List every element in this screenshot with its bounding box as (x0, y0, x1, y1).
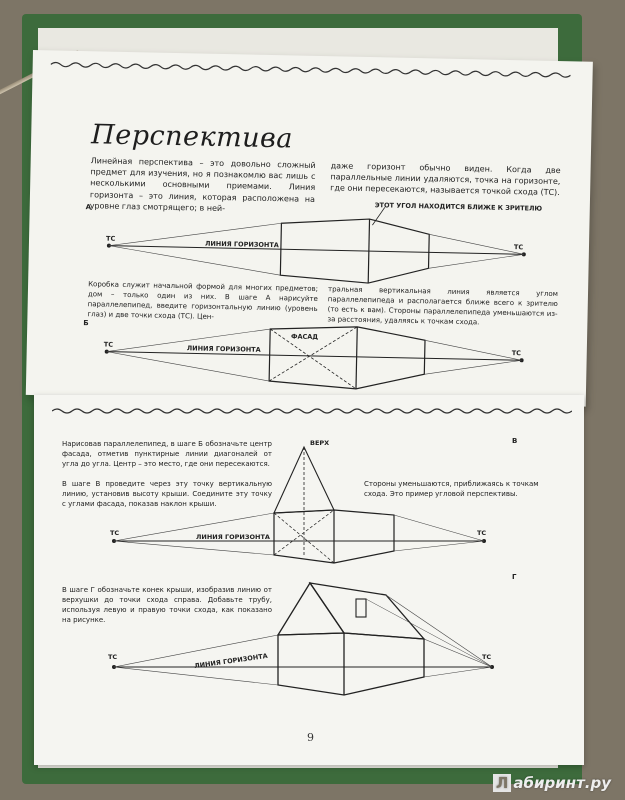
step-a-label: А (85, 203, 92, 212)
intro-right: даже горизонт обычно виден. Когда две параллельные линии удаляются, точка на горизонте, где они пересекаются, называется точкой схода (ТС). (330, 161, 561, 198)
bottom-para-1: Нарисовав параллелепипед, в шаге Б обозначьте центр фасада, отметив пунктирные линии диагоналей от угла до угла. Центр – это место, где они пересекаются. (62, 440, 272, 468)
step-g-label: Г (512, 573, 517, 581)
bottom-page (34, 395, 584, 765)
mid-right-text: тральная вертикальная линия является углом параллелепипеда и располагается ближе всего к зрителю (то есть к вам). Стороны параллелепипеда уменьшаются из-за расстояния, удаляясь к точкам схода. (327, 285, 559, 327)
horizon-label-v: ЛИНИЯ ГОРИЗОНТА (196, 533, 270, 541)
vp-left-g: ТС (108, 653, 118, 661)
bottom-para-3: Стороны уменьшаются, приближаясь к точкам схода. Это пример угловой перспективы. (364, 480, 539, 498)
page-number: 9 (307, 731, 314, 744)
intro-left: Линейная перспектива – это довольно сложный предмет для изучения, но я познакомлю вас лишь с несколькими основными приемами. Линия горизонта – это линия, которая расположена на уровне глаз смотрящего; в ней- (89, 156, 316, 213)
vp-left-v: ТС (110, 529, 120, 537)
step-b-label: Б (83, 319, 89, 328)
vp-right-v: ТС (477, 529, 487, 537)
vp-right-g: ТС (482, 653, 492, 661)
horizon-label-b: ЛИНИЯ ГОРИЗОНТА (186, 344, 261, 354)
watermark-logo: Л (493, 774, 511, 792)
bottom-para-2: В шаге В проведите через эту точку вертикальную линию, установив высоту крыши. Соедините эту точку с углами фасада, показав наклон крыши. (62, 480, 272, 508)
watermark (493, 774, 611, 792)
bottom-para-4: В шаге Г обозначьте конек крыши, изобразив линию от верхушки до точки схода справа. Добавьте трубу, используя левую и правую точки схода, как показано на рисунке. (62, 586, 272, 624)
facade-label: ФАСАД (290, 332, 319, 342)
diagram-b (26, 50, 593, 407)
step-v-label: В (512, 437, 518, 445)
corner-callout: ЭТОТ УГОЛ НАХОДИТСЯ БЛИЖЕ К ЗРИТЕЛЮ (374, 201, 543, 213)
watermark-text: абиринт.ру (513, 774, 611, 792)
vp-left-b: ТС (103, 340, 114, 349)
vp-right-a: ТС (513, 243, 524, 252)
vp-right-b: ТС (511, 349, 522, 358)
horizon-label-g: ЛИНИЯ ГОРИЗОНТА (193, 651, 269, 671)
vp-left-a: ТС (105, 234, 116, 243)
horizon-label-a: ЛИНИЯ ГОРИЗОНТА (204, 239, 279, 250)
diagram-g (34, 395, 584, 765)
page-title: Перспектива (90, 119, 294, 155)
mid-left-text: Коробка служит начальной формой для многих предметов; дом – только один из них. В шаге А нарисуйте параллелепипед, введите горизонтальную линию (уровень глаз) и две точки схода (ТС). Цен- (87, 280, 319, 321)
top-page (26, 50, 593, 407)
top-point-label: ВЕРХ (310, 439, 330, 447)
